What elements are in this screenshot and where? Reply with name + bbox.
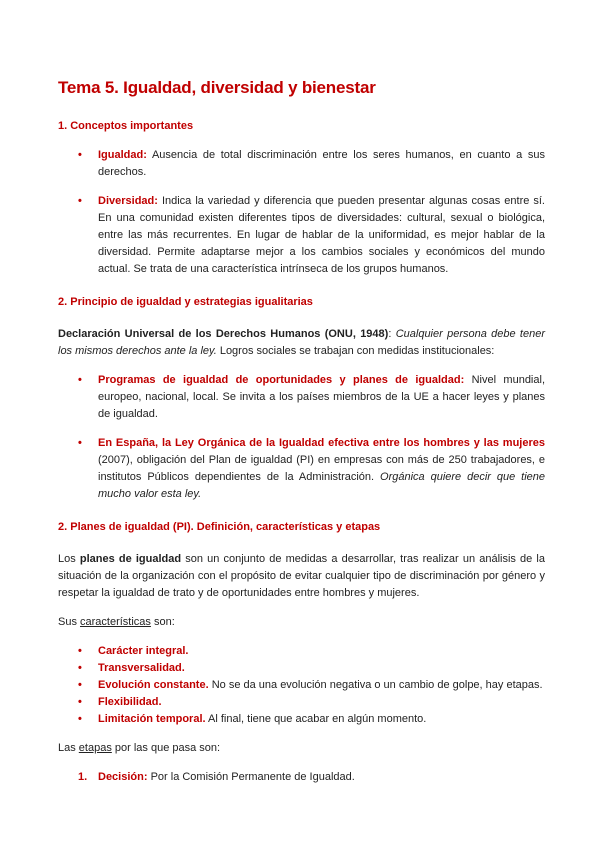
definition-paragraph <box>58 551 545 602</box>
concepts-list <box>58 147 545 278</box>
list-number: 1. <box>78 771 88 783</box>
strategies-list <box>58 372 545 503</box>
bullet-icon: • <box>78 149 82 161</box>
declaration-rest: Logros sociales se trabajan con medidas institucionales: <box>216 345 495 357</box>
declaration-title: Declaración Universal de los Derechos Humanos (ONU, 1948) <box>58 328 389 340</box>
list-item <box>58 435 545 503</box>
intro-post: son: <box>150 616 175 628</box>
term-definition: Al final, tiene que acabar en algún momento. <box>205 713 427 725</box>
list-item <box>58 193 545 278</box>
list-item <box>58 372 545 423</box>
list-item <box>58 677 545 694</box>
term-definition: No se da una evolución negativa o un cambio de golpe, hay etapas. <box>208 679 543 691</box>
term-label: En España, la Ley Orgánica de la Igualdad efectiva entre los hombres y las mujeres <box>98 437 545 449</box>
stages-list <box>58 769 545 786</box>
definition-term: planes de igualdad <box>79 553 182 565</box>
page-title: Tema 5. Igualdad, diversidad y bienestar <box>58 78 376 97</box>
term-label: Decisión: <box>98 771 148 783</box>
term-label: Carácter integral. <box>98 645 189 657</box>
term-definition: Ausencia de total discriminación entre los seres humanos, en cuanto a sus derechos. <box>98 149 545 178</box>
term-label: Flexibilidad. <box>98 696 162 708</box>
intro-underlined: etapas <box>78 742 112 754</box>
bullet-icon: • <box>78 195 82 207</box>
definition-rest: son un conjunto de medidas a desarrollar, tras realizar un análisis de la situación de la organización con el propósito de evitar cualquier tipo de discriminación por género y respetar la igualdad de trato y de oportunidades entre hombres y mujeres. <box>58 553 545 599</box>
bullet-icon: • <box>78 374 82 386</box>
bullet-icon: • <box>78 696 82 708</box>
list-item <box>58 694 545 711</box>
section-heading-principio: 2. Principio de igualdad y estrategias igualitarias <box>58 296 313 308</box>
intro-post: por las que pasa son: <box>111 742 221 754</box>
characteristics-intro <box>58 614 545 631</box>
intro-pre: Las <box>58 742 79 754</box>
term-label: Igualdad: <box>98 149 147 161</box>
term-label: Diversidad: <box>98 195 158 207</box>
list-item <box>58 643 545 660</box>
list-item <box>58 660 545 677</box>
bullet-icon: • <box>78 679 82 691</box>
declaration-quote: Cualquier persona debe tener los mismos derechos ante la ley. <box>58 328 546 357</box>
intro-underlined: características <box>80 616 151 628</box>
intro-pre: Sus <box>58 616 81 628</box>
section-heading-planes: 2. Planes de igualdad (PI). Definición, características y etapas <box>58 521 381 533</box>
term-definition: Nivel mundial, europeo, nacional, local. Se invita a los países miembros de la UE a hacer leyes y planes de igualdad. <box>98 374 545 420</box>
bullet-icon: • <box>78 662 82 674</box>
section-heading-conceptos: 1. Conceptos importantes <box>58 120 194 132</box>
term-label: Limitación temporal. <box>98 713 206 725</box>
characteristics-list <box>58 643 545 728</box>
term-label: Transversalidad. <box>98 662 185 674</box>
term-note: Orgánica quiere decir que tiene mucho valor esta ley. <box>98 471 545 500</box>
declaration-colon: : <box>388 328 396 340</box>
declaration-paragraph <box>58 326 545 360</box>
bullet-icon: • <box>78 645 82 657</box>
list-item <box>58 711 545 728</box>
term-definition: (2007), obligación del Plan de igualdad (PI) en empresas con más de 250 trabajadores, e institutos Públicos dependientes de la Administración. <box>98 454 545 483</box>
term-label: Programas de igualdad de oportunidades y planes de igualdad: <box>98 374 465 386</box>
term-definition: Por la Comisión Permanente de Igualdad. <box>147 771 355 783</box>
list-item <box>58 769 545 786</box>
term-label: Evolución constante. <box>98 679 209 691</box>
term-definition: Indica la variedad y diferencia que pueden presentar algunas cosas entre sí. En una comunidad existen diferentes tipos de diversidades: cultural, sexual o biológica, entre las más recurrentes. En lugar de hablar de la uniformidad, es mejor hablar de la diversidad. Permite adaptarse mejor a los cambios sociales y económicos del mundo actual. Se trata de una característica intrínseca de los grupos humanos. <box>98 195 545 275</box>
bullet-icon: • <box>78 713 82 725</box>
list-item <box>58 147 545 181</box>
bullet-icon: • <box>78 437 82 449</box>
definition-pre: Los <box>58 553 80 565</box>
stages-intro <box>58 740 545 757</box>
